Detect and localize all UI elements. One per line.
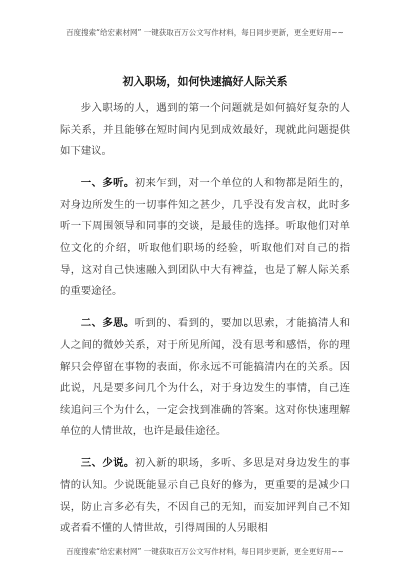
page-footer-note: 百度搜索“给宏素材网” 一键获取百万公文写作材料，每日同步更新，更全更好用~~ xyxy=(66,547,344,556)
section-body-speak-less: 初入新的职场，多听、多思是对身边发生的事情的认知。少说既能显示自己良好的修为，更重要的是减少口误，防止言多必有失，不因自己的无知，而妄加评判自己不知或者看不懂的人情世故，引得周围的人另眼相 xyxy=(60,457,351,535)
intro-paragraph: 步入职场的人，遇到的第一个问题就是如何搞好复杂的人际关系，并且能够在短时间内见到成效最好，现就此问题提供如下建议。 xyxy=(60,102,350,158)
section-listen xyxy=(60,173,350,303)
section-think xyxy=(60,313,350,443)
page-header-note: 百度搜索“给宏素材网” 一键获取百万公文写作材料，每日同步更新，更全更好用~~ xyxy=(66,28,344,37)
section-heading-listen: 一、多听。 xyxy=(80,177,135,190)
section-heading-think: 二、多思。 xyxy=(80,317,135,330)
section-speak-less xyxy=(60,453,350,539)
section-body-listen: 初来乍到，对一个单位的人和物都是陌生的，对身边所发生的一切事件知之甚少，几乎没有发言权，此时多听一下周围领导和同事的交谈，是最佳的选择。听取他们对单位文化的介绍，听取他们职场的经验，听取他们对自己的指导，这对自己快速融入到团队中大有裨益，也是了解人际关系的重要途径。 xyxy=(60,177,351,298)
section-body-think: 听到的、看到的，要加以思索，才能搞清人和人之间的微妙关系，对于所见所闻，没有思考和感悟，你的理解只会停留在事物的表面，你永远不可能搞清内在的关系。因此说，凡是要多问几个为什么，对于身边发生的事情，自己连续追问三个为什么，一定会找到准确的答案。这对你快速理解单位的人情世故，也许是最佳途径。 xyxy=(60,317,351,438)
section-heading-speak-less: 三、少说。 xyxy=(80,457,135,470)
document-body xyxy=(60,98,350,550)
document-title: 初入职场，如何快速搞好人际关系 xyxy=(122,75,288,88)
